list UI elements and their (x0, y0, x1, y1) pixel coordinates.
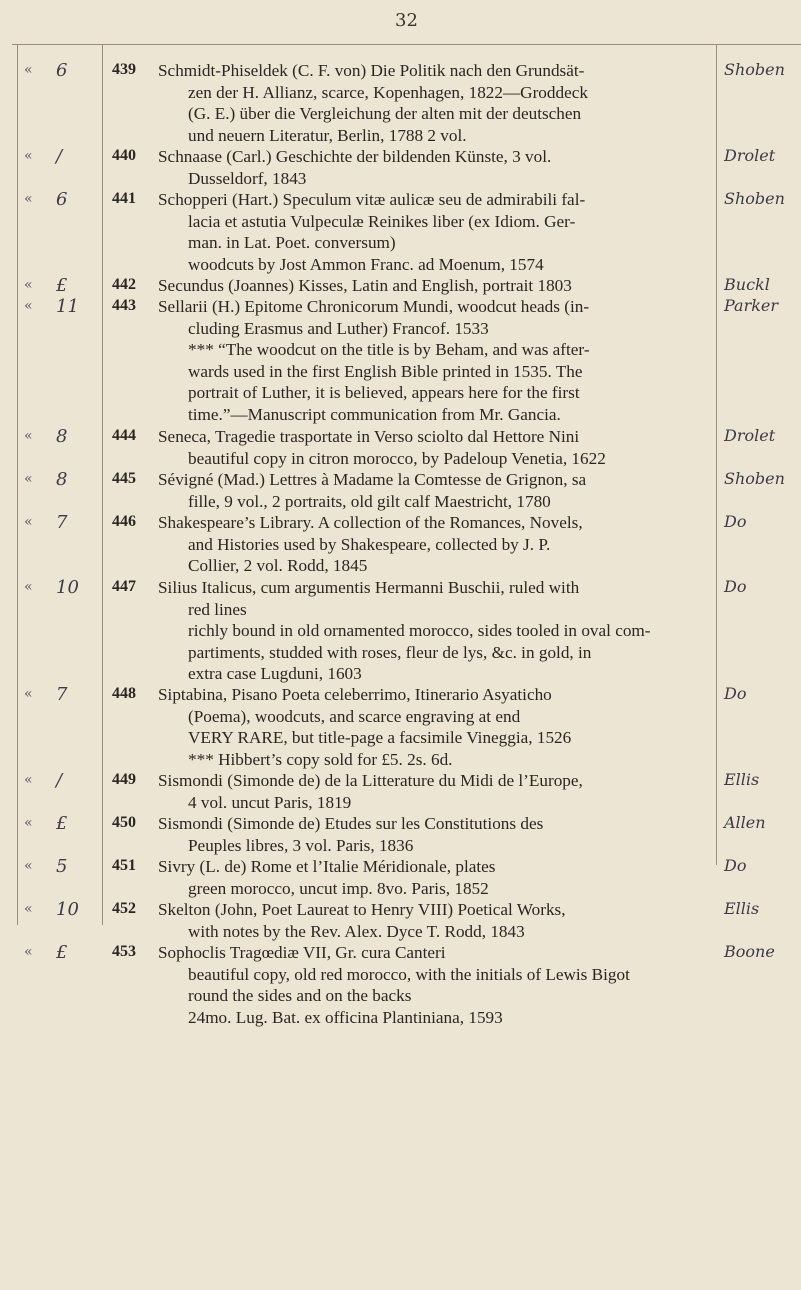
lot-description (158, 770, 714, 813)
lot-line: Dusseldorf, 1843 (188, 168, 307, 188)
lot-line: Silius Italicus, cum argumentis Hermanni Buschii, ruled with (158, 578, 580, 597)
price-mark: / (56, 770, 63, 791)
price-mark: 10 (56, 577, 79, 598)
buyer-name: Drolet (724, 426, 776, 445)
pencil-tick: « (24, 277, 33, 293)
lot-description (158, 899, 714, 942)
pencil-tick: « (24, 858, 33, 874)
pencil-tick: « (24, 686, 33, 702)
lot-line: and Histories used by Shakespeare, collected by J. P. (188, 534, 551, 554)
lot-description (158, 512, 714, 577)
price-mark: 5 (56, 856, 68, 877)
price-mark: 6 (56, 60, 68, 81)
lot-line: lacia et astutia Vulpeculæ Reinikes liber (ex Idiom. Ger- (188, 211, 576, 231)
lot-line: Schmidt-Phiseldek (C. F. von) Die Politik nach den Grundsät- (158, 61, 585, 80)
lot-description (158, 813, 714, 856)
pencil-tick: « (24, 148, 33, 164)
price-mark: 6 (56, 189, 68, 210)
lot-line: Sévigné (Mad.) Lettres à Madame la Comtesse de Grignon, sa (158, 470, 587, 489)
pencil-tick: « (24, 428, 33, 444)
lot-line: Sivry (L. de) Rome et l’Italie Méridionale, plates (158, 857, 496, 876)
pencil-tick: « (24, 772, 33, 788)
catalogue-entry (0, 189, 801, 275)
lot-description (158, 856, 714, 899)
buyer-name: Boone (724, 942, 775, 961)
lot-line: woodcuts by Jost Ammon Franc. ad Moenum, 1574 (188, 254, 544, 274)
price-mark: £ (56, 275, 68, 296)
lot-number: 439 (112, 61, 136, 78)
lot-number: 453 (112, 943, 136, 960)
lot-line: Shakespeare’s Library. A collection of the Romances, Novels, (158, 513, 583, 532)
lot-line: partiments, studded with roses, fleur de lys, &c. in gold, in (188, 642, 592, 662)
lot-line: richly bound in old ornamented morocco, sides tooled in oval com- (188, 621, 651, 640)
pencil-tick: « (24, 514, 33, 530)
buyer-name: Buckl (724, 275, 770, 294)
lot-number: 442 (112, 276, 136, 293)
lot-line: green morocco, uncut imp. 8vo. Paris, 1852 (188, 878, 489, 898)
catalogue-entry (0, 813, 801, 856)
catalogue-entry (0, 684, 801, 770)
lot-number: 447 (112, 578, 136, 595)
catalogue-entry (0, 426, 801, 469)
catalogue-entry (0, 770, 801, 813)
lot-line: wards used in the first English Bible printed in 1535. The (188, 361, 583, 381)
lot-description (158, 275, 714, 297)
lot-line: fille, 9 vol., 2 portraits, old gilt calf Maestricht, 1780 (188, 491, 551, 511)
lot-description (158, 469, 714, 512)
buyer-name: Ellis (724, 770, 760, 789)
lot-number: 449 (112, 771, 136, 788)
catalogue-entry (0, 296, 801, 425)
lot-line: Collier, 2 vol. Rodd, 1845 (188, 556, 368, 575)
lot-line: *** “The woodcut on the title is by Beham, and was after- (188, 340, 590, 359)
pencil-tick: « (24, 471, 33, 487)
catalogue-entry (0, 942, 801, 1028)
pencil-tick: « (24, 901, 33, 917)
buyer-name: Do (724, 684, 747, 703)
lot-line: Skelton (John, Poet Laureat to Henry VIII) Poetical Works, (158, 900, 566, 919)
lot-line: Siptabina, Pisano Poeta celeberrimo, Itinerario Asyaticho (158, 685, 552, 704)
lot-number: 444 (112, 427, 136, 444)
lot-line: (Poema), woodcuts, and scarce engraving at end (188, 706, 521, 726)
catalogue-entry (0, 146, 801, 189)
lot-description (158, 426, 714, 469)
lot-line: Secundus (Joannes) Kisses, Latin and English, portrait 1803 (158, 276, 572, 295)
buyer-name: Parker (724, 296, 779, 315)
lot-line: 24mo. Lug. Bat. ex officina Plantiniana, 1593 (188, 1007, 503, 1027)
buyer-name: Shoben (724, 60, 785, 79)
buyer-name: Drolet (724, 146, 776, 165)
lot-line: Peuples libres, 3 vol. Paris, 1836 (188, 835, 414, 855)
lot-number: 451 (112, 857, 136, 874)
price-mark: 8 (56, 426, 68, 447)
lot-line: VERY RARE, but title-page a facsimile Vineggia, 1526 (188, 728, 572, 747)
lot-number: 441 (112, 190, 136, 207)
price-mark: 7 (56, 684, 68, 705)
lot-line: *** Hibbert’s copy sold for £5. 2s. 6d. (188, 749, 453, 769)
lot-number: 443 (112, 297, 136, 314)
lot-description (158, 942, 714, 1028)
buyer-name: Do (724, 577, 747, 596)
lot-number: 452 (112, 900, 136, 917)
lot-line: Sismondi (Simonde de) de la Litterature du Midi de l’Europe, (158, 771, 583, 790)
lot-line: extra case Lugduni, 1603 (188, 664, 362, 683)
catalogue-entry (0, 856, 801, 899)
lot-description (158, 577, 714, 685)
buyer-name: Shoben (724, 469, 785, 488)
pencil-tick: « (24, 298, 33, 314)
price-mark: 8 (56, 469, 68, 490)
lot-line: beautiful copy, old red morocco, with the initials of Lewis Bigot (188, 964, 630, 984)
lot-line: Schnaase (Carl.) Geschichte der bildenden Künste, 3 vol. (158, 147, 552, 166)
lot-line: Seneca, Tragedie trasportate in Verso sciolto dal Hettore Nini (158, 427, 580, 446)
lot-line: beautiful copy in citron morocco, by Padeloup Venetia, 1622 (188, 448, 606, 468)
lot-description (158, 146, 714, 189)
lot-description (158, 684, 714, 770)
price-mark: £ (56, 813, 68, 834)
catalogue-entry (0, 60, 801, 146)
lot-line: und neuern Literatur, Berlin, 1788 2 vol. (188, 125, 467, 145)
buyer-name: Ellis (724, 899, 760, 918)
lot-line: (G. E.) über die Vergleichung der alten mit der deutschen (188, 104, 582, 123)
buyer-name: Allen (724, 813, 766, 832)
lot-line: round the sides and on the backs (188, 986, 412, 1005)
catalogue-entry (0, 899, 801, 942)
lot-number: 450 (112, 814, 136, 831)
lot-line: zen der H. Allianz, scarce, Kopenhagen, 1822—Groddeck (188, 82, 588, 102)
price-mark: / (56, 146, 63, 167)
pencil-tick: « (24, 62, 33, 78)
lot-line: 4 vol. uncut Paris, 1819 (188, 792, 352, 812)
lot-description (158, 296, 714, 425)
top-rule (12, 44, 801, 45)
price-mark: 10 (56, 899, 79, 920)
price-mark: 7 (56, 512, 68, 533)
pencil-tick: « (24, 944, 33, 960)
pencil-tick: « (24, 579, 33, 595)
lot-number: 445 (112, 470, 136, 487)
lot-line: portrait of Luther, it is believed, appears here for the first (188, 383, 580, 402)
lot-line: man. in Lat. Poet. conversum) (188, 233, 396, 252)
buyer-name: Do (724, 856, 747, 875)
price-mark: 11 (56, 296, 79, 317)
pencil-tick: « (24, 815, 33, 831)
lot-description (158, 189, 714, 275)
lot-line: Sophoclis Tragœdiæ VII, Gr. cura Canteri (158, 943, 446, 962)
catalogue-entry (0, 275, 801, 297)
catalogue-entry (0, 577, 801, 685)
lot-line: Schopperi (Hart.) Speculum vitæ aulicæ seu de admirabili fal- (158, 190, 586, 209)
lot-line: Sismondi (Simonde de) Etudes sur les Constitutions des (158, 814, 544, 833)
price-mark: £ (56, 942, 68, 963)
catalogue-entry (0, 469, 801, 512)
page-number: 32 (395, 10, 418, 31)
lot-line: Sellarii (H.) Epitome Chronicorum Mundi, woodcut heads (in- (158, 297, 590, 316)
lot-line: with notes by the Rev. Alex. Dyce T. Rodd, 1843 (188, 921, 525, 941)
buyer-name: Do (724, 512, 747, 531)
catalogue-entry (0, 512, 801, 577)
buyer-name: Shoben (724, 189, 785, 208)
lot-number: 440 (112, 147, 136, 164)
lot-line: cluding Erasmus and Luther) Francof. 1533 (188, 318, 489, 338)
lot-number: 446 (112, 513, 136, 530)
pencil-tick: « (24, 191, 33, 207)
lot-line: time.”—Manuscript communication from Mr. Gancia. (188, 404, 561, 424)
lot-description (158, 60, 714, 146)
lot-line: red lines (188, 599, 247, 619)
lot-number: 448 (112, 685, 136, 702)
